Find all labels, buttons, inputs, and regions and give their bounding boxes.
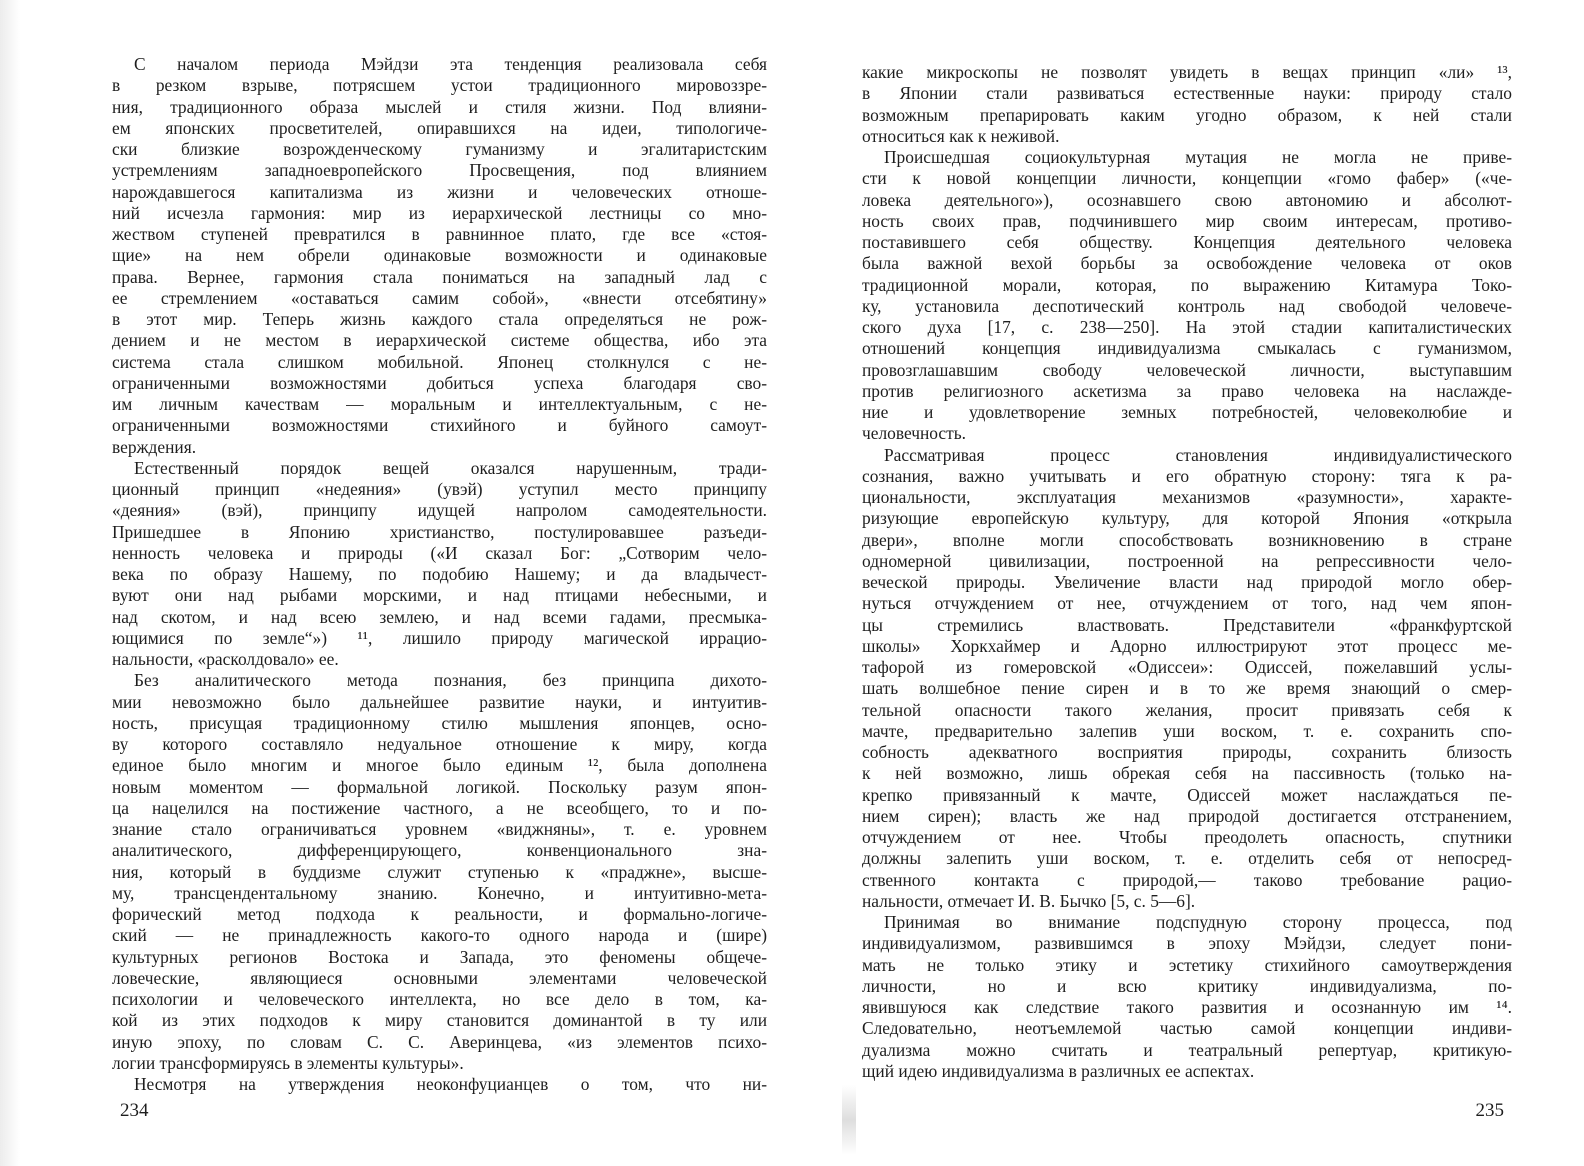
text-line: поставившего себя обществу. Концепция деятельного человека [862, 232, 1512, 252]
text-line: Без аналитического метода познания, без принципа дихото- [134, 670, 767, 691]
text-line: ее стремлением «оставаться самим собой», «внести отсебятину» [112, 287, 767, 308]
text-line: ского духа [17, с. 238—250]. На этой стадии капиталистических [862, 317, 1512, 337]
text-line: ние и удовлетворение земных потребностей, человеколюбие и [862, 402, 1512, 422]
text-line: ность своих прав, подчинившего мир своим интересам, противо- [862, 210, 1512, 231]
text-line: ца нацелился на постижение частного, а не всеобщего, то и по- [112, 797, 767, 818]
text-line: провозглашавшим свободу человеческой личности, выступавшим [862, 359, 1512, 380]
text-line: права. Вернее, гармония стала пониматься на западный лад с [112, 266, 767, 287]
text-line: нальности, отмечает И. В. Бычко [5, с. 5—6]. [862, 890, 1196, 911]
text-line: цы стремились властвовать. Представители «франкфуртской [862, 614, 1512, 635]
text-line: мать не только этику и эстетику стихийного самоутверждения [862, 954, 1512, 975]
text-line: относиться как к неживой. [862, 125, 1060, 146]
text-line: Следовательно, неотъемлемой частью самой концепции индиви- [862, 1018, 1512, 1039]
text-line: единое было многим и многое было единым ¹², была дополнена [112, 755, 767, 776]
text-line: устремлениям западноевропейского Просвещения, под влиянием [112, 160, 767, 181]
text-line: ловека деятельного»), осознавшего свою автономию и абсолют- [862, 189, 1512, 210]
text-line: дением и не местом в иерархической системе общества, ибо эта [112, 330, 767, 351]
text-line: в этот мир. Теперь жизнь каждого стала определяться не рож- [112, 309, 767, 329]
text-line: собность адекватного восприятия природы, сохранить близость [862, 742, 1512, 762]
left-page-text [112, 54, 767, 1095]
text-line: нальности, «расколдовало» ее. [112, 649, 339, 669]
text-line: была важной вехой борьбы за освобождение человека от оков [862, 253, 1512, 274]
text-line: мачте, предварительно залепив уши воском, т. е. сохранить спо- [862, 720, 1512, 741]
text-line: сти к новой концепции личности, концепции «гомо фабер» («че- [862, 168, 1512, 189]
text-line: ку, установила деспотический контроль над свободой человече- [862, 295, 1512, 316]
text-line: ственного контакта с природой,— таково требование рацио- [862, 869, 1512, 890]
text-line: школы» Хоркхаймер и Адорно иллюстрируют этот процесс ме- [862, 635, 1512, 656]
text-line: Происшедшая социокультурная мутация не могла не приве- [884, 147, 1512, 167]
text-line: в резком взрыве, потрясшем устои традиционного мировоззре- [112, 75, 767, 96]
text-line: в Японии стали развиваться естественные науки: природу стало [862, 83, 1512, 104]
text-line: «деяния» (вэй), принципу идущей напролом самодеятельности. [112, 500, 767, 521]
text-line: ний исчезла гармония: мир из иерархической лестницы со мно- [112, 202, 767, 223]
text-line: крепко привязанный к мачте, Одиссей может наслаждаться пе- [862, 784, 1512, 805]
text-line: ционный принцип «недеяния» (увэй) уступил место принципу [112, 479, 767, 499]
text-line: ющимися по земле“») ¹¹, лишило природу магической иррацио- [112, 627, 767, 648]
text-line: новым моментом — формальной логикой. Поскольку разум япон- [112, 776, 767, 797]
text-line: Несмотря на утверждения неоконфуцианцев о том, что ни- [134, 1074, 767, 1094]
text-line: нуться отчуждением от нее, отчуждением от того, над чем япон- [862, 593, 1512, 614]
text-line: ния, который в буддизме служит ступенью к «праджне», высше- [112, 861, 767, 882]
text-line: явившуюся как следствие такого развития и осознанную им ¹⁴. [862, 997, 1512, 1017]
text-line: ограниченными возможностями добиться успеха благодаря сво- [112, 372, 767, 393]
right-page [862, 0, 1512, 1166]
text-line: кой из этих подходов к миру становится доминантой в ту или [112, 1010, 767, 1031]
text-line: мии невозможно было дальнейшее развитие науки, и интуитив- [112, 691, 767, 712]
text-line: ем японских просветителей, опиравшихся на идеи, типологиче- [112, 117, 767, 138]
text-line: Пришедшее в Японию христианство, постулировавшее разъеди- [112, 521, 767, 542]
text-line: нарождавшегося капитализма из жизни и человеческих отноше- [112, 181, 767, 202]
text-line: С началом периода Мэйдзи эта тенденция реализовала себя [134, 54, 767, 74]
text-line: форический метод подхода к реальности, и формально-логиче- [112, 904, 767, 924]
text-line: психологии и человеческого интеллекта, но все дело в том, ка- [112, 989, 767, 1009]
text-line: двери», вполне могли способствовать возникновению в стране [862, 529, 1512, 550]
text-line: Естественный порядок вещей оказался нарушенным, тради- [134, 457, 767, 478]
text-line: щие» на нем обрели одинаковые возможности и одинаковые [112, 245, 767, 266]
text-line: му, трансцендентальному знанию. Конечно, и интуитивно-мета- [112, 882, 767, 903]
text-line: к ней возможно, лишь обрекая себя на пассивность (только на- [862, 763, 1512, 784]
text-line: века по образу Нашему, по подобию Нашему; и да владычест- [112, 564, 767, 584]
text-line: над скотом, и над всею землею, и над всеми гадами, пресмыка- [112, 606, 767, 627]
text-line: тафорой из гомеровской «Одиссеи»: Одиссей, пожелавший услы- [862, 657, 1512, 677]
left-page [112, 0, 767, 1166]
text-line: отношений концепция индивидуализма смыкалась с гуманизмом, [862, 338, 1512, 359]
text-line: возможным препарировать каким угодно образом, к ней стали [862, 104, 1512, 125]
text-line: им личным качествам — моральным и интеллектуальным, с не- [112, 394, 767, 414]
text-line: знание стало ограничиваться уровнем «виджняны», т. е. уровнем [112, 819, 767, 839]
binding-gutter [842, 1085, 856, 1155]
text-line: культурных регионов Востока и Запада, это феномены общече- [112, 946, 767, 967]
text-line: ловеческие, являющиеся основными элементами человеческой [112, 967, 767, 988]
text-line: логии трансформируясь в элементы культуры». [112, 1052, 464, 1073]
text-line: ния, традиционного образа мыслей и стиля жизни. Под влияни- [112, 96, 767, 117]
text-line: тельной опасности такого желания, просит привязать себя к [862, 699, 1512, 720]
text-line: ность, присущая традиционному стилю мышления японцев, осно- [112, 712, 767, 733]
text-line: ски близкие возрожденческому гуманизму и эгалитаристским [112, 139, 767, 159]
text-line: человечность. [862, 423, 967, 444]
text-line: должны залепить уши воском, т. е. отделить себя от непосред- [862, 848, 1512, 869]
text-line: щий идею индивидуализма в различных ее аспектах. [862, 1060, 1255, 1081]
text-line: шать волшебное пение сирен и в то же время знающий о смер- [862, 678, 1512, 699]
text-line: сознания, важно учитывать и его обратную сторону: тяга к ра- [862, 465, 1512, 486]
text-line: Принимая во внимание подспудную сторону процесса, под [884, 912, 1512, 932]
text-line: ограниченными возможностями стихийного и буйного самоут- [112, 415, 767, 436]
text-line: ский — не принадлежность какого-то одного народа и (шире) [112, 925, 767, 946]
text-line: против религиозного аскетизма за право человека на наслажде- [862, 380, 1512, 401]
text-line: ненность человека и природы («И сказал Бог: „Сотворим чело- [112, 542, 767, 563]
text-line: традиционной морали, которая, по выражению Китамура Токо- [862, 274, 1512, 295]
text-line: жеством ступеней превратился в равнинное плато, где все «стоя- [112, 224, 767, 244]
text-line: нием сирен); власть же над природой достигается отстранением, [862, 805, 1512, 826]
text-line: верждения. [112, 436, 197, 457]
left-page-number: 234 [120, 1100, 149, 1121]
right-page-text [862, 62, 1512, 1082]
text-line: Рассматривая процесс становления индивидуалистического [884, 444, 1512, 465]
text-line: ву которого составляло недуальное отношение к миру, когда [112, 734, 767, 754]
text-line: вуют они над рыбами морскими, и над птицами небесными, и [112, 585, 767, 606]
text-line: циональности, эксплуатация механизмов «разумности», характе- [862, 487, 1512, 507]
text-line: дуализма можно считать и театральный репертуар, критикую- [862, 1039, 1512, 1060]
text-line: веческой природы. Увеличение власти над природой могло обер- [862, 572, 1512, 592]
text-line: аналитического, дифференцирующего, конвенционального зна- [112, 840, 767, 861]
text-line: иную эпоху, по словам С. С. Аверинцева, «из элементов психо- [112, 1031, 767, 1052]
text-line: ризующие европейскую культуру, для которой Япония «открыла [862, 508, 1512, 529]
page-edge-shadow [0, 0, 20, 1166]
text-line: система стала слишком мобильной. Японец столкнулся с не- [112, 351, 767, 372]
right-page-number: 235 [1475, 1100, 1504, 1121]
text-line: личности, но и всю критику индивидуализма, по- [862, 975, 1512, 996]
text-line: отчуждением от нее. Чтобы преодолеть опасность, спутники [862, 827, 1512, 847]
text-line: одномерной цивилизации, построенной на репрессивности чело- [862, 550, 1512, 571]
text-line: индивидуализмом, развившимся в эпоху Мэйдзи, следует пони- [862, 933, 1512, 954]
text-line: какие микроскопы не позволят увидеть в вещах принцип «ли» ¹³, [862, 62, 1512, 82]
